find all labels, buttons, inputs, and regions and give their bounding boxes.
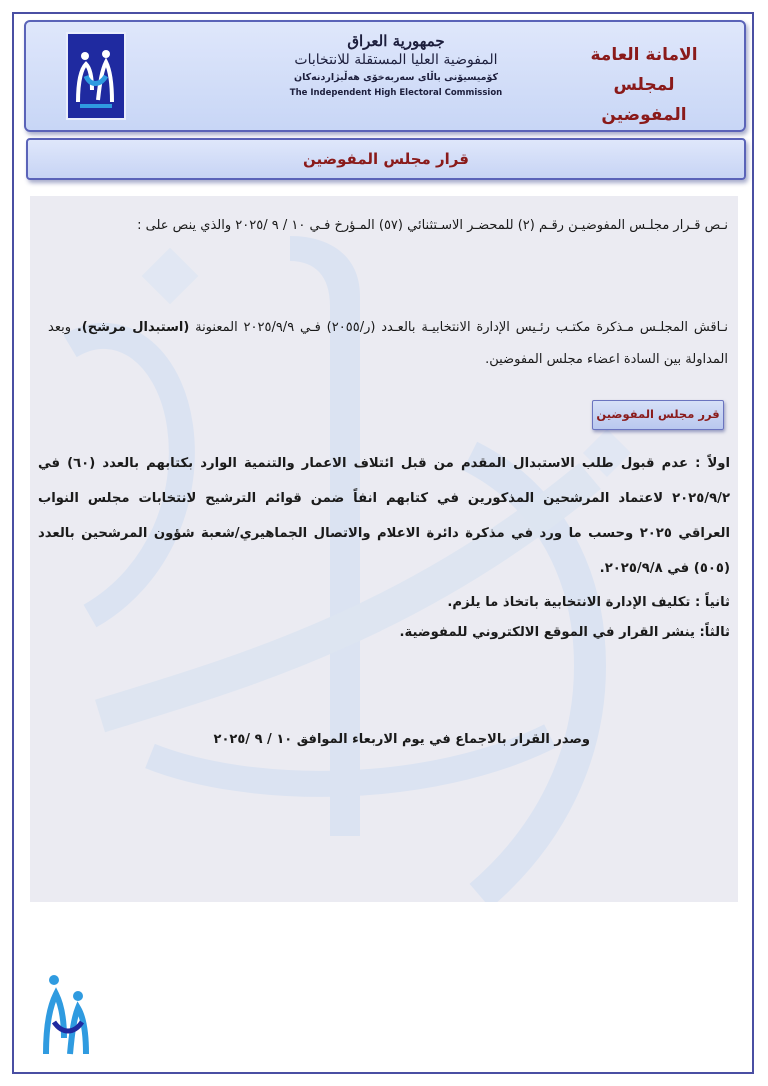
issued-statement: وصدر القرار بالاجماع في يوم الاربعاء الموافق ١٠ / ٩ /٢٠٢٥	[213, 732, 590, 747]
discussion-subject: (استبدال مرشح).	[76, 320, 190, 335]
emblem-commission-english: The Independent High Electoral Commission	[289, 88, 503, 98]
decision-third: ثالثاً: ينشر القرار في الموقع الالكتروني للمفوضية.	[399, 625, 730, 640]
decision-first: اولاً : عدم قبول طلب الاستبدال المقدم من قبل ائتلاف الاعمار والتنمية الوارد بكتابهم بالعدد (٦٠) في ٢٠٢٥/٩/٢ لاعتماد المرشحين المذكورين في كتابهم انفاً ضمن قوائم الترشيح لانتخابات مجلس النواب العراقي ٢٠٢٥ وحسب ما ورد في مذكرة دائرة الاعلام والاتصال الجماهيري/شعبة شؤون المرشحين بالعدد (٥٠٥) في ٢٠٢٥/٩/٨.	[38, 456, 730, 576]
commission-logo	[66, 32, 126, 120]
secretariat-title-line1: الامانة العامة	[590, 45, 698, 65]
council-decided-tag: قرر مجلس المفوضين	[592, 400, 724, 430]
emblem-republic: جمهورية العراق	[347, 32, 445, 50]
decision-title: قرار مجلس المفوضين	[303, 150, 469, 168]
discussion-text-b: وبعد المداولة بين السادة اعضاء مجلس المفوضين.	[48, 320, 728, 367]
secretariat-title-line2: لمجلس المفوضين	[601, 75, 687, 125]
emblem-commission-arabic: المفوضية العليا المستقلة للانتخابات	[294, 52, 498, 68]
decision-title-bar	[26, 138, 746, 180]
footer-logo-icon	[38, 966, 98, 1062]
logo-figure-icon	[68, 34, 124, 118]
discussion-paragraph	[48, 312, 728, 376]
secretariat-title	[574, 40, 714, 130]
document-body	[30, 196, 738, 902]
decision-intro: نـص قـرار مجلـس المفوضيـن رقـم (٢) للمحضـر الاسـتثنائي (٥٧) المـؤرخ فـي ١٠ / ٩ /٢٠٢٥ والذي ينص على :	[137, 218, 728, 233]
commission-emblem	[281, 32, 511, 124]
letterhead	[24, 20, 746, 132]
emblem-commission-kurdish: كۆمیسیۆنی باڵای سەربەخۆی هەڵبژاردنەکان	[293, 72, 499, 83]
discussion-text-a: نـاقش المجلـس مـذكرة مكتـب رئـيس الإدارة الانتخابيـة بالعـدد (ر/٢٠٥٥) فـي ٢٠٢٥/٩/٩ المعنونة	[189, 320, 728, 335]
decision-second: ثانياً : تكليف الإدارة الانتخابية باتخاذ ما يلزم.	[447, 595, 730, 610]
